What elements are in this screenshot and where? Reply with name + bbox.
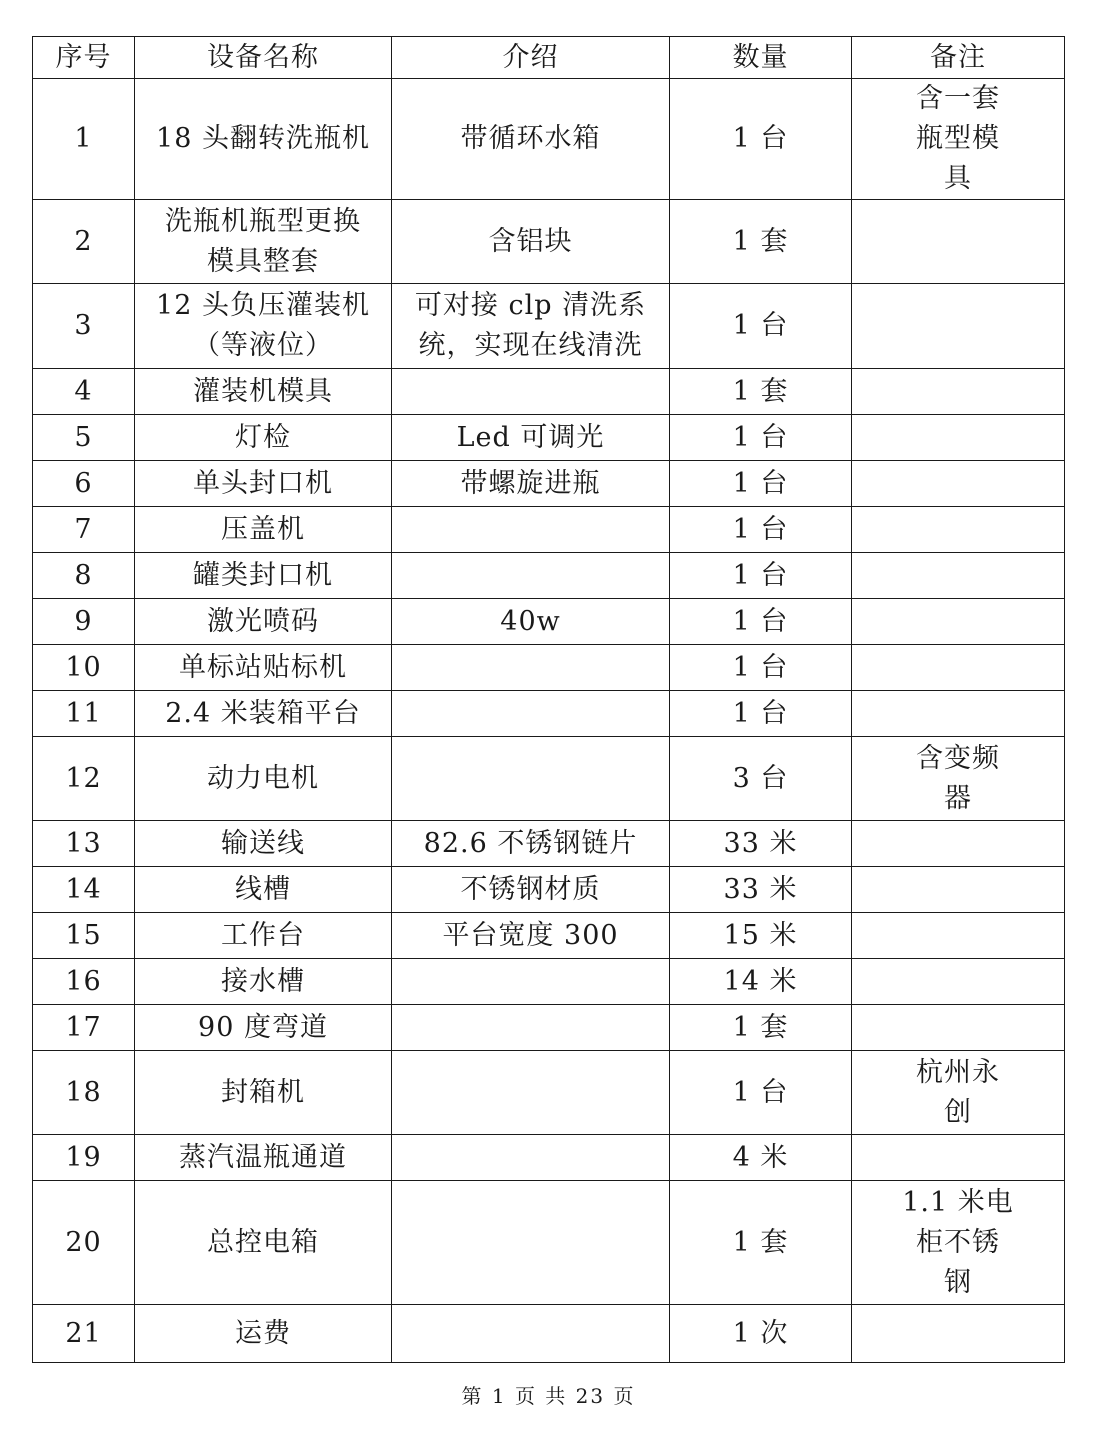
equipment-table <box>32 36 1065 1363</box>
cell-no: 21 <box>33 1305 135 1363</box>
cell-desc <box>392 1135 670 1181</box>
cell-desc <box>392 369 670 415</box>
cell-name: 封箱机 <box>135 1051 392 1135</box>
header-cell-qty: 数量 <box>670 37 852 79</box>
cell-qty: 1 台 <box>670 645 852 691</box>
cell-no: 7 <box>33 507 135 553</box>
table-row <box>33 553 1065 599</box>
cell-note <box>852 507 1065 553</box>
table-row <box>33 1181 1065 1305</box>
cell-desc: 不锈钢材质 <box>392 867 670 913</box>
table-row <box>33 200 1065 284</box>
table-row <box>33 1051 1065 1135</box>
cell-qty: 1 套 <box>670 369 852 415</box>
cell-qty: 1 台 <box>670 599 852 645</box>
cell-no: 3 <box>33 284 135 369</box>
cell-name: 线槽 <box>135 867 392 913</box>
cell-no: 18 <box>33 1051 135 1135</box>
cell-note <box>852 461 1065 507</box>
cell-no: 9 <box>33 599 135 645</box>
cell-note <box>852 599 1065 645</box>
table-row <box>33 1005 1065 1051</box>
cell-qty: 33 米 <box>670 821 852 867</box>
cell-name: 压盖机 <box>135 507 392 553</box>
cell-name: 2.4 米装箱平台 <box>135 691 392 737</box>
table-row <box>33 461 1065 507</box>
table-header-row <box>33 37 1065 79</box>
cell-name: 总控电箱 <box>135 1181 392 1305</box>
cell-desc <box>392 737 670 821</box>
cell-desc: Led 可调光 <box>392 415 670 461</box>
cell-qty: 1 台 <box>670 691 852 737</box>
table-row <box>33 821 1065 867</box>
cell-note: 含一套 瓶型模 具 <box>852 79 1065 200</box>
cell-qty: 3 台 <box>670 737 852 821</box>
cell-no: 11 <box>33 691 135 737</box>
cell-name: 90 度弯道 <box>135 1005 392 1051</box>
cell-desc <box>392 1305 670 1363</box>
cell-qty: 1 套 <box>670 1181 852 1305</box>
table-row <box>33 79 1065 200</box>
cell-qty: 1 台 <box>670 553 852 599</box>
cell-no: 17 <box>33 1005 135 1051</box>
cell-no: 13 <box>33 821 135 867</box>
cell-no: 15 <box>33 913 135 959</box>
cell-no: 8 <box>33 553 135 599</box>
cell-note <box>852 867 1065 913</box>
cell-note: 杭州永 创 <box>852 1051 1065 1135</box>
cell-no: 1 <box>33 79 135 200</box>
cell-desc <box>392 1051 670 1135</box>
table-row <box>33 415 1065 461</box>
table-row <box>33 1305 1065 1363</box>
cell-name: 18 头翻转洗瓶机 <box>135 79 392 200</box>
cell-desc <box>392 645 670 691</box>
cell-no: 19 <box>33 1135 135 1181</box>
cell-note <box>852 200 1065 284</box>
header-cell-desc: 介绍 <box>392 37 670 79</box>
cell-name: 洗瓶机瓶型更换 模具整套 <box>135 200 392 284</box>
cell-no: 12 <box>33 737 135 821</box>
cell-note <box>852 913 1065 959</box>
cell-note <box>852 691 1065 737</box>
cell-note <box>852 1005 1065 1051</box>
table-row <box>33 369 1065 415</box>
cell-qty: 33 米 <box>670 867 852 913</box>
cell-name: 单头封口机 <box>135 461 392 507</box>
cell-note <box>852 1135 1065 1181</box>
cell-desc <box>392 507 670 553</box>
cell-qty: 1 台 <box>670 284 852 369</box>
cell-qty: 1 台 <box>670 79 852 200</box>
cell-desc <box>392 1181 670 1305</box>
cell-note <box>852 284 1065 369</box>
table-row <box>33 1135 1065 1181</box>
cell-desc: 带循环水箱 <box>392 79 670 200</box>
cell-no: 4 <box>33 369 135 415</box>
cell-note <box>852 553 1065 599</box>
cell-desc: 平台宽度 300 <box>392 913 670 959</box>
table-row <box>33 737 1065 821</box>
cell-desc: 带螺旋进瓶 <box>392 461 670 507</box>
cell-name: 输送线 <box>135 821 392 867</box>
header-cell-name: 设备名称 <box>135 37 392 79</box>
table-row <box>33 913 1065 959</box>
cell-name: 运费 <box>135 1305 392 1363</box>
cell-note <box>852 821 1065 867</box>
cell-qty: 4 米 <box>670 1135 852 1181</box>
cell-no: 5 <box>33 415 135 461</box>
cell-qty: 1 台 <box>670 1051 852 1135</box>
cell-note: 1.1 米电 柜不锈 钢 <box>852 1181 1065 1305</box>
cell-name: 激光喷码 <box>135 599 392 645</box>
cell-no: 2 <box>33 200 135 284</box>
cell-name: 蒸汽温瓶通道 <box>135 1135 392 1181</box>
cell-note <box>852 415 1065 461</box>
cell-desc <box>392 1005 670 1051</box>
cell-name: 罐类封口机 <box>135 553 392 599</box>
cell-qty: 14 米 <box>670 959 852 1005</box>
header-cell-no: 序号 <box>33 37 135 79</box>
cell-qty: 1 套 <box>670 200 852 284</box>
cell-note: 含变频 器 <box>852 737 1065 821</box>
cell-name: 灯检 <box>135 415 392 461</box>
cell-name: 单标站贴标机 <box>135 645 392 691</box>
cell-name: 接水槽 <box>135 959 392 1005</box>
cell-qty: 1 台 <box>670 461 852 507</box>
cell-name: 工作台 <box>135 913 392 959</box>
cell-qty: 1 套 <box>670 1005 852 1051</box>
cell-no: 10 <box>33 645 135 691</box>
table-body <box>33 79 1065 1363</box>
cell-name: 灌装机模具 <box>135 369 392 415</box>
cell-desc <box>392 553 670 599</box>
cell-note <box>852 1305 1065 1363</box>
cell-no: 20 <box>33 1181 135 1305</box>
cell-note <box>852 959 1065 1005</box>
table-row <box>33 284 1065 369</box>
header-cell-note: 备注 <box>852 37 1065 79</box>
cell-qty: 1 台 <box>670 507 852 553</box>
table-row <box>33 507 1065 553</box>
cell-note <box>852 369 1065 415</box>
cell-no: 6 <box>33 461 135 507</box>
cell-name: 12 头负压灌装机 （等液位） <box>135 284 392 369</box>
cell-name: 动力电机 <box>135 737 392 821</box>
table-row <box>33 691 1065 737</box>
cell-desc: 可对接 clp 清洗系 统，实现在线清洗 <box>392 284 670 369</box>
cell-desc: 82.6 不锈钢链片 <box>392 821 670 867</box>
cell-desc <box>392 691 670 737</box>
page-number-footer: 第 1 页 共 23 页 <box>461 1384 636 1408</box>
cell-qty: 1 台 <box>670 415 852 461</box>
cell-qty: 15 米 <box>670 913 852 959</box>
cell-qty: 1 次 <box>670 1305 852 1363</box>
table-row <box>33 959 1065 1005</box>
cell-no: 16 <box>33 959 135 1005</box>
table-row <box>33 867 1065 913</box>
table-row <box>33 645 1065 691</box>
cell-no: 14 <box>33 867 135 913</box>
table-row <box>33 599 1065 645</box>
cell-desc: 含铝块 <box>392 200 670 284</box>
cell-desc: 40w <box>392 599 670 645</box>
cell-desc <box>392 959 670 1005</box>
cell-note <box>852 645 1065 691</box>
